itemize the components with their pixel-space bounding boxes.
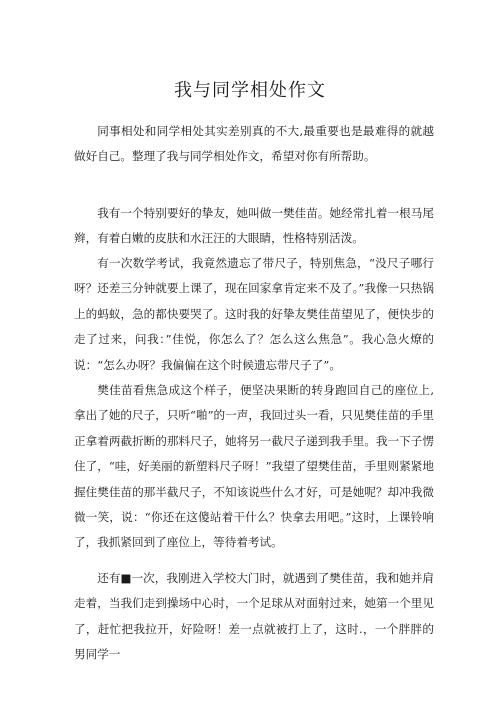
- intro-paragraph: 同事相处和同学相处其实差别真的不大,最重要也是最难得的就越做好自己。整理了我与同学相处作文，希望对你有所帮助。: [74, 124, 434, 164]
- document-title: 我与同学相处作文: [174, 80, 326, 101]
- body-paragraph: 还有■一次，我刚进入学校大门时，就遇到了樊佳苗，我和她并肩走着，当我们走到操场中心时，一个足球从对面射过来，她第一个里见了，赶忙把我拉开，好险呀！差一点就被打上了，这时.，一个胖胖的男同学一: [74, 571, 434, 662]
- body-paragraph: 我有一个特别要好的挚友，她叫做一樊佳苗。她经常扎着一根马尾辫，有着白嫩的皮肤和水汪汪的大眼睛，性格特别活泼。: [74, 206, 434, 246]
- body-paragraph: 有一次数学考试，我竟然遗忘了带尺子，特别焦急，“没尺子哪行呀？还差三分钟就要上课了，现在回家拿肯定来不及了。”我像一只热锅上的蚂蚁，急的都快要哭了。这时我的好挚友樊佳苗望见了，便快步的走了过来，问我：”佳悦，你怎么了？怎么这么焦急”。我心急火燎的说：“怎么办呀？我偏偏在这个时候遗忘带尺子了”。: [74, 256, 434, 372]
- body-paragraph: 樊佳苗看焦急成这个样子，便坚决果断的转身跑回自己的座位上,拿出了她的尺子，只听“啪”的一声，我回过头一看，只见樊佳苗的手里正拿着两截折断的那料尺子，她将另一截尺子递到我手里。我一下子愣住了，“哇，好美丽的新塑料尺子呀！”我望了望樊佳苗，手里则紧紧地握住樊佳苗的那半截尺子，不知该说些什么才好，可是她呢？却冲我微微一笑，说：“你还在这傻站着干什么？快拿去用吧。”这时，上课铃响了，我抓紧回到了座位上，等待着考试。: [74, 383, 434, 550]
